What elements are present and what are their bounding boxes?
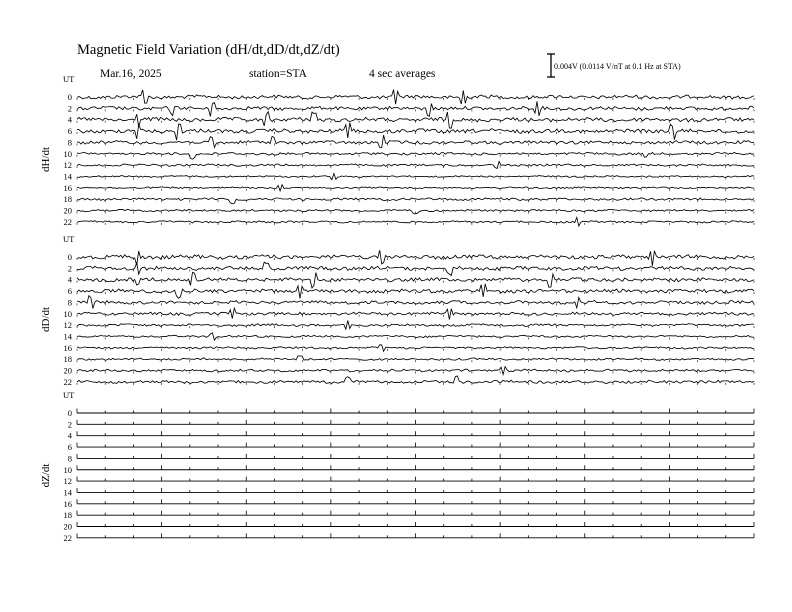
row-hour-label: 4: [67, 114, 72, 125]
row-hour-label: 2: [67, 263, 72, 274]
row-hour-label: 14: [63, 331, 72, 342]
row-hour-label: 2: [67, 419, 72, 430]
trace-line: [77, 296, 754, 309]
row-hour-label: 20: [63, 205, 72, 216]
row-hour-label: 12: [63, 476, 72, 487]
row-hour-label: 18: [63, 354, 72, 365]
row-hour-label: 16: [63, 342, 72, 353]
trace-line: [77, 90, 754, 105]
trace-line: [77, 376, 754, 384]
row-hour-label: 18: [63, 510, 72, 521]
panel-ylabel-3: dZ/dt: [40, 463, 52, 488]
ut-label-1: UT: [63, 74, 75, 84]
row-hour-label: 12: [63, 160, 72, 171]
scale-note: 0.004V (0.0114 V/nT at 0.1 Hz at STA): [554, 62, 681, 71]
row-hour-label: 6: [67, 126, 72, 137]
trace-line: [77, 284, 754, 299]
row-hour-label: 22: [63, 216, 72, 227]
panel-ylabel-2: dD/dt: [40, 306, 52, 332]
row-hour-label: 16: [63, 498, 72, 509]
date-label: Mar.16, 2025: [100, 68, 162, 80]
row-hour-label: 20: [63, 521, 72, 532]
row-hour-label: 8: [67, 453, 72, 464]
trace-line: [77, 272, 754, 288]
trace-line: [77, 135, 754, 148]
row-hour-label: 4: [67, 430, 72, 441]
row-hour-label: 18: [63, 194, 72, 205]
row-hour-label: 0: [67, 408, 72, 418]
station-label: station=STA: [249, 68, 307, 80]
ut-label-3: UT: [63, 390, 75, 400]
ut-label-2: UT: [63, 234, 75, 244]
row-hour-label: 22: [63, 376, 72, 387]
row-hour-label: 4: [67, 274, 72, 285]
row-hour-label: 8: [67, 137, 72, 148]
row-hour-label: 20: [63, 365, 72, 376]
row-hour-label: 10: [63, 308, 72, 319]
row-hour-label: 14: [63, 171, 72, 182]
row-hour-label: 8: [67, 297, 72, 308]
trace-line: [77, 356, 754, 361]
row-hour-label: 10: [63, 148, 72, 159]
row-hour-label: 10: [63, 464, 72, 475]
row-hour-label: 2: [67, 103, 72, 114]
row-hour-label: 12: [63, 320, 72, 331]
row-hour-label: 0: [67, 92, 72, 102]
averaging-label: 4 sec averages: [369, 68, 436, 80]
row-hour-label: 16: [63, 182, 72, 193]
row-hour-label: 14: [63, 487, 72, 498]
trace-line: [77, 101, 754, 116]
row-hour-label: 0: [67, 252, 72, 262]
panel-ylabel-1: dH/dt: [40, 146, 52, 172]
trace-line: [77, 123, 754, 141]
row-hour-label: 22: [63, 532, 72, 543]
chart-title: Magnetic Field Variation (dH/dt,dD/dt,dZ/dt): [77, 42, 340, 58]
trace-line: [77, 308, 754, 319]
row-hour-label: 6: [67, 286, 72, 297]
row-hour-label: 6: [67, 442, 72, 453]
